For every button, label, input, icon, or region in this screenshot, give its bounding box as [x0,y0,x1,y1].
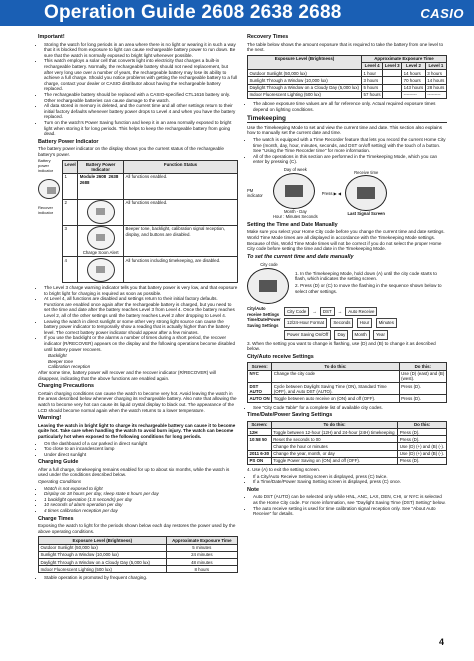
table-cell: 5 hours [362,84,383,91]
pm-label: PM indicator [247,187,263,199]
charging-precautions-text: Certain charging conditions can cause the watch to become very hot. Avoid leaving the watch in the areas described below whenever charging its rechargeable battery. Also note that allowing the watch to become very hot can cause its liquid crystal display to black out. The appearance of the LCD should become normal again when the watch returns to a lower temperature. [38,390,237,413]
watch-icon [38,179,60,199]
table-cell: NYC [248,370,272,382]
table-cell: Press (D). [398,429,447,436]
battery-notes [38,285,238,352]
setting-heading: Setting the Time and Date Manually [247,221,338,228]
battery-indicator-icon [87,200,115,224]
last-signal-screen [345,170,387,217]
level-cell: 2 [63,199,78,225]
list-item: • On the dashboard of a car parked in direct sunlight [44,441,238,447]
table-cell: Reset the seconds to 00 [271,436,397,443]
city-table-heading: City/Auto receive Settings [247,353,314,360]
timekeeping-text: Use the Timekeeping Mode to set and view the current time and date. This section also explains how to manually set the current date and time. [247,124,443,136]
level-cell: 4 [63,257,78,283]
table-cell: PS ON [248,457,272,464]
table-cell: Use (D) (+) and (B) (-). [398,450,447,457]
battery-indicator-text: The battery power indicator on the display shows you the current status of the rechargeable battery's power. [38,146,224,157]
city-auto-label: City/Auto receive Settings [247,306,280,317]
flow-box: Hour [357,318,373,328]
time-table-heading: Time/Date/Power Saving Settings [247,412,333,419]
table-cell: 3 hours [425,70,446,77]
table-row [248,370,447,382]
city-code-label: City code [260,262,278,268]
page-header [0,0,474,26]
press-arrow: Press ▶ ◀ [321,190,342,196]
table-row [39,551,238,558]
right-column [247,32,447,518]
table-header: Level 4 [362,62,383,69]
table-row [63,173,238,199]
flow-box: City Code [284,307,309,317]
list-item: Beeper tone [48,358,74,364]
table-header: Screen: [248,363,272,370]
table-cell: 1 hour [362,70,383,77]
table-header: Level 1 [425,62,446,69]
warning-text: Leaving the watch in bright light to charge its rechargeable battery can cause it to become quite hot. Take care when handling the watch to avoid burn injury. The watch can become particularly hot when exposed to the following conditions for long periods. [38,422,236,439]
recovery-note [247,101,447,112]
list-item: • Auto DST (AUTO) can be selected only while HNL, ANC, LAX, DEN, CHI, or NYC is selected as the Home City code. For more information, see "Daylight Saving Time (DST) Setting" below. [253,494,447,505]
table-cell: 12H [248,429,272,436]
list-item: Calibration reception [48,364,91,370]
flow-box: Auto Receive [345,307,377,317]
note-list [247,494,447,516]
flow-box: Month [352,330,370,340]
charge-times-heading: Charge Times [38,515,74,522]
table-header: Level [63,161,78,173]
table-cell: 48 minutes [166,559,237,566]
table-row [248,383,447,395]
charging-guide-heading: Charging Guide [38,459,79,466]
brand-logo: CASIO [420,5,464,21]
table-cell: 70 hours [402,77,426,84]
timekeeping-list [247,137,447,165]
table-header: Approximate Exposure Time [362,55,447,62]
table-header: Exposure Level (Brightness) [248,55,362,69]
important-heading: Important! [38,34,65,40]
recovery-table [247,55,447,99]
table-cell: Outdoor Sunlight (50,000 lux) [39,544,167,551]
table-cell: --------- [425,91,446,98]
press-label: Press [321,190,333,196]
recovery-heading: Recovery Times [247,34,289,40]
table-row [248,77,447,84]
list-item: • All data stored in memory is deleted, and the current time and all other settings return to their initial factory defaults whenever battery power drops to Level 4 and when you have the battery replaced. [44,103,238,120]
flow-box: Seconds [330,318,353,328]
flow-box: DST [320,307,335,317]
module-label: 2638 [108,174,119,180]
table-header: To do this: [271,421,397,428]
status-cell: All functions enabled. [124,173,238,199]
watch-icon [247,268,289,304]
recover-note: After some time, battery power will recover and the recover indicator (R/RECOVER) will disappear, indicating that the above functions are enabled again. [38,369,216,381]
table-cell: Use (D) (east) and (B) (west). [399,370,446,382]
list-item: • 1 backlight operation (1.5 seconds) per day [44,497,238,503]
steps [295,271,447,295]
left-column [38,32,238,582]
flow-box: 12/24-Hour Format [284,318,327,328]
battery-indicator-icon [87,226,115,250]
charging-guide-text: After a full charge, timekeeping remains enabled for up to about six months, while the watch is used under the conditions described below. [38,466,230,478]
flow-grid [283,317,447,340]
to-set-heading: To set the current time and date manually [247,253,354,260]
table-cell: Change the city code [272,370,399,382]
table-cell: 28 hours [425,84,446,91]
module-label: 2688 [79,179,90,185]
level-cell: 1 [63,173,78,199]
table-cell: Press (D). [399,383,446,395]
list-item: Backlight [48,353,67,359]
status-cell: All functions enabled. [124,199,238,225]
table-cell: Toggle between auto receive on (ON) and off (OFF). [272,395,399,402]
indicator-cell [78,199,124,225]
battery-level-table [62,160,238,283]
flow-box: Minutes [376,318,397,328]
table-cell: Cycle between Daylight Saving Time (ON), Standard Time (OFF), and Auto DST (AUTO). [272,383,399,395]
list-item: • Turn on the watch's Power Saving function and keep it in an area normally exposed to bright light when storing it for long periods. This helps to keep the rechargeable battery from going dead. [44,120,238,137]
flow-box: Power Saving On/Off [284,330,331,340]
important-list [38,42,238,137]
flow-box: Year [373,330,388,340]
list-item: • Stable operation is promoted by frequent charging. [44,575,238,581]
battery-label: Battery power indicator [38,158,54,174]
warning-heading: Warning! [38,415,62,422]
table-cell: Outdoor Sunlight (50,000 lux) [248,70,362,77]
operating-conditions-heading: Operating Conditions [38,479,82,485]
receive-label: Receive time [354,169,379,175]
table-cell: 3 hours [362,77,383,84]
charge-times-text: Exposing the watch to light for the periods shown below each day restores the power used by the above operating conditions. [38,523,236,534]
table-row [248,70,447,77]
step-text: 1. In the Timekeeping Mode, hold down (A) until the city code starts to flash, which indicates the setting screen. [295,270,437,282]
table-cell: Press (D). [398,436,447,443]
recover-label: Recover indicator [38,205,54,216]
indicator-cell [78,173,124,199]
city-table-note [247,405,447,411]
table-cell: 143 hours [402,84,426,91]
battery-indicator-section [38,158,238,285]
table-cell: Indoor Fluorescent Lighting (500 lux) [248,91,362,98]
list-item: • At Level 4, all functions are disabled and settings return to their initial factory defaults. Functions are enabled once again after the rechargeable battery is charged, but you need to set the time and date after the battery reaches Level 3 from Level 4. Once the battery reaches Level 2, all of the other settings until the battery reaches Level 2 after dropping to Level 4. [44,296,238,318]
table-header: Level 2 [402,62,426,69]
page-title: Operation Guide 2608 2638 2688 [44,2,342,23]
table-header: To do this: [272,363,399,370]
list-item: • Under direct sunlight [44,452,238,458]
table-row [39,566,238,573]
table-cell: Daylight Through a Window on a Cloudy Day (5,000 lux) [39,559,167,566]
table-row [248,450,447,457]
after-steps [247,474,447,485]
table-cell: 57 hours [362,91,383,98]
city-settings-table [247,362,447,402]
module-label: Module 2608 [79,174,107,180]
list-item: • Leaving the watch in direct sunlight or some other very strong light source can cause the battery power indicator to temporarily show a reading that is actually higher than the battery level. The correct battery power indicator should appear after a few minutes. [44,319,238,336]
list-item: • Display on 18 hours per day, sleep state 6 hours per day [44,491,238,497]
table-row [248,429,447,436]
table-cell: 5 minutes [166,544,237,551]
month-day-label: Month - Day [283,208,307,214]
table-cell: AUTO ON [248,395,272,402]
disabled-ops [38,353,238,370]
table-cell: Change the year, month, or day [271,450,397,457]
table-cell: Sunlight Through a Window (10,000 lux) [248,77,362,84]
settings-flow-2 [247,317,447,340]
table-cell: Indoor Fluorescent Lighting (500 lux) [39,566,167,573]
table-cell: Press (D). [399,395,446,402]
table-cell: Toggle between 12-hour (12H) and 24-hour (24H) timekeeping [271,429,397,436]
list-item: • The above exposure time values are all for reference only. Actual required exposure times depend on lighting conditions. [253,101,447,112]
battery-indicator-heading: Battery Power Indicator [38,138,99,145]
note-heading: Note [247,486,259,493]
step-row [247,262,447,304]
timekeeping-screen [273,167,318,220]
charging-precautions-heading: Charging Precautions [38,383,95,390]
table-cell: 10:58 50 [248,436,272,450]
charge-times-table [38,536,238,573]
table-header: Approximate Exposure Time [166,537,237,544]
timekeeping-heading: Timekeeping [247,116,447,123]
settings-flow-1: City/Auto receive Settings City Code → DST → Auto Receive [247,306,447,318]
table-cell: 2011 6-30 [248,450,272,457]
table-header: Exposure Level (Brightness) [39,537,167,544]
charge-soon-label: Charge Soon Alert [82,250,119,256]
last-signal-label: Last Signal Screen [347,211,385,217]
list-item: • The Level 3 charge warning indicator tells you that battery power is very low, and that exposure to bright light for charging is required as soon as possible. [44,285,238,296]
list-item: • Watch is not exposed to light [44,486,238,492]
watch-icon [273,173,315,209]
list-item: • Storing the watch for long periods in an area where there is no light or wearing it in such a way that it is blocked from exposure to light can cause rechargeable battery power to run down. Be sure that the watch is normally exposed to bright light whenever possible. [44,42,238,59]
city-code-screen [247,262,291,304]
table-header: Battery Power Indicator [78,161,124,173]
table-row [248,443,447,450]
list-item: • If a Time/Date/Power Saving Setting screen is displayed, press (C) once. [253,479,447,485]
table-row [248,436,447,443]
list-item: • If you use the backlight or the alarms a number of times during a short period, the recover indicator (R/RECOVER) appears on the display and the following operations become disabled until battery power recovers. [44,335,238,352]
table-header: Do this: [398,421,447,428]
table-cell: 14 hours [425,77,446,84]
list-item: • All of the operations in this section are performed in the Timekeeping Mode, which you can enter by pressing (C). [253,154,447,165]
list-item: • 4 times calibration reception per day [44,508,238,514]
table-cell: DST AUTO [248,383,272,395]
table-row [248,84,447,91]
step-text: 3. When the setting you want to change is flashing, use (D) and (B) to change it as described below. [247,340,436,352]
table-row [63,199,238,225]
table-cell: Daylight Through a Window on a Cloudy Day (5,000 lux) [248,84,362,91]
table-row [63,225,238,256]
table-cell: 14 hours [402,70,426,77]
table-row [248,457,447,464]
recovery-text: The table below shows the amount exposure that is required to take the battery from one level to the next. [247,41,444,53]
table-cell: Press (D). [398,457,447,464]
list-item: • The auto receive setting is used for time calibration signal reception only. See "About Auto Receive" for details. [253,506,447,517]
time-settings-table [247,421,447,465]
table-header: Do this: [399,363,446,370]
indicator-cell [78,257,124,283]
table-header: Screen: [248,421,272,428]
status-cell: Beeper tone, backlight, calibration signal reception, display, and buttons are disabled. [124,225,238,256]
stable-note [38,575,238,581]
table-cell: Change the hour or minutes [271,443,397,450]
table-row [39,544,238,551]
time-saving-label: Time/Date/Power Saving Settings [247,317,281,329]
table-row [63,257,238,283]
table-cell: 24 minutes [166,551,237,558]
indicator-labels [38,158,60,285]
list-item: • The rechargeable battery should be replaced with a CASIO-specified CTL1616 battery only. Other rechargeable batteries can cause damage to the watch. [44,92,238,103]
table-cell: Toggle Power Saving on (ON) and off (OFF). [271,457,397,464]
list-item: • If a City/Auto Receive Setting screen is displayed, press (C) twice. [253,474,447,480]
step-text: 2. Press (D) or (C) to move the flashing in the sequence shown below to select other settings. [295,283,442,294]
list-item: • 10 seconds of alarm operation per day [44,502,238,508]
status-cell: All functions including timekeeping, are disabled. [124,257,238,283]
battery-indicator-icon [87,258,115,282]
list-item: • Too close to an incandescent lamp [44,446,238,452]
dow-label: Day of week [283,166,307,172]
watch-icon [345,175,387,211]
page-number: 4 [438,637,444,647]
timekeeping-diagram [247,167,447,220]
table-header: Level 3 [383,62,402,69]
list-item: • See "City Code Table" for a complete list of available city codes. [253,405,447,411]
operating-conditions [38,486,238,514]
table-cell: 8 hours [166,566,237,573]
table-row [39,559,238,566]
flow-box: Day [334,330,348,340]
setting-text: Make sure you select your Home City code before you change the current time and date settings. World Time Mode times are all displayed in accordance with the Timekeeping Mode settings. Because of this, World Time Mode times will not be correct if you do not select the proper Home City code before setting the time and date in the Timekeeping Mode. [247,229,445,252]
hms-label: Hour : Minutes Seconds [273,214,318,220]
hot-conditions [38,441,238,458]
table-cell: Sunlight Through a Window (10,000 lux) [39,551,167,558]
table-row [248,395,447,402]
indicator-cell [78,225,124,256]
table-row [248,91,447,98]
table-cell: --------- [402,91,426,98]
table-header: Function Status [124,161,238,173]
table-cell: Use (D) (+) and (B) (-). [398,443,447,450]
step-text: 4. Use (A) to exit the setting screen. [247,467,321,473]
list-item: • The watch is equipped with a Time Recorder feature that lets you record the current Home City time (month, day, hour, minutes, seconds, and DST on/off setting) with the touch of a button. See "Using the Time Recorder time" for more information. [253,137,447,154]
list-item: • This watch employs a solar cell that converts light into electricity that charges a built-in rechargeable battery. Normally, the rechargeable battery should not need replacement, but after very long use over a number of years, the rechargeable battery may lose its ability to achieve a full charge. Should you notice problems with getting the rechargeable battery to a full charge, contact your dealer or CASIO distributor about having the rechargeable battery replaced. [44,58,238,92]
level-cell: 3 [63,225,78,256]
